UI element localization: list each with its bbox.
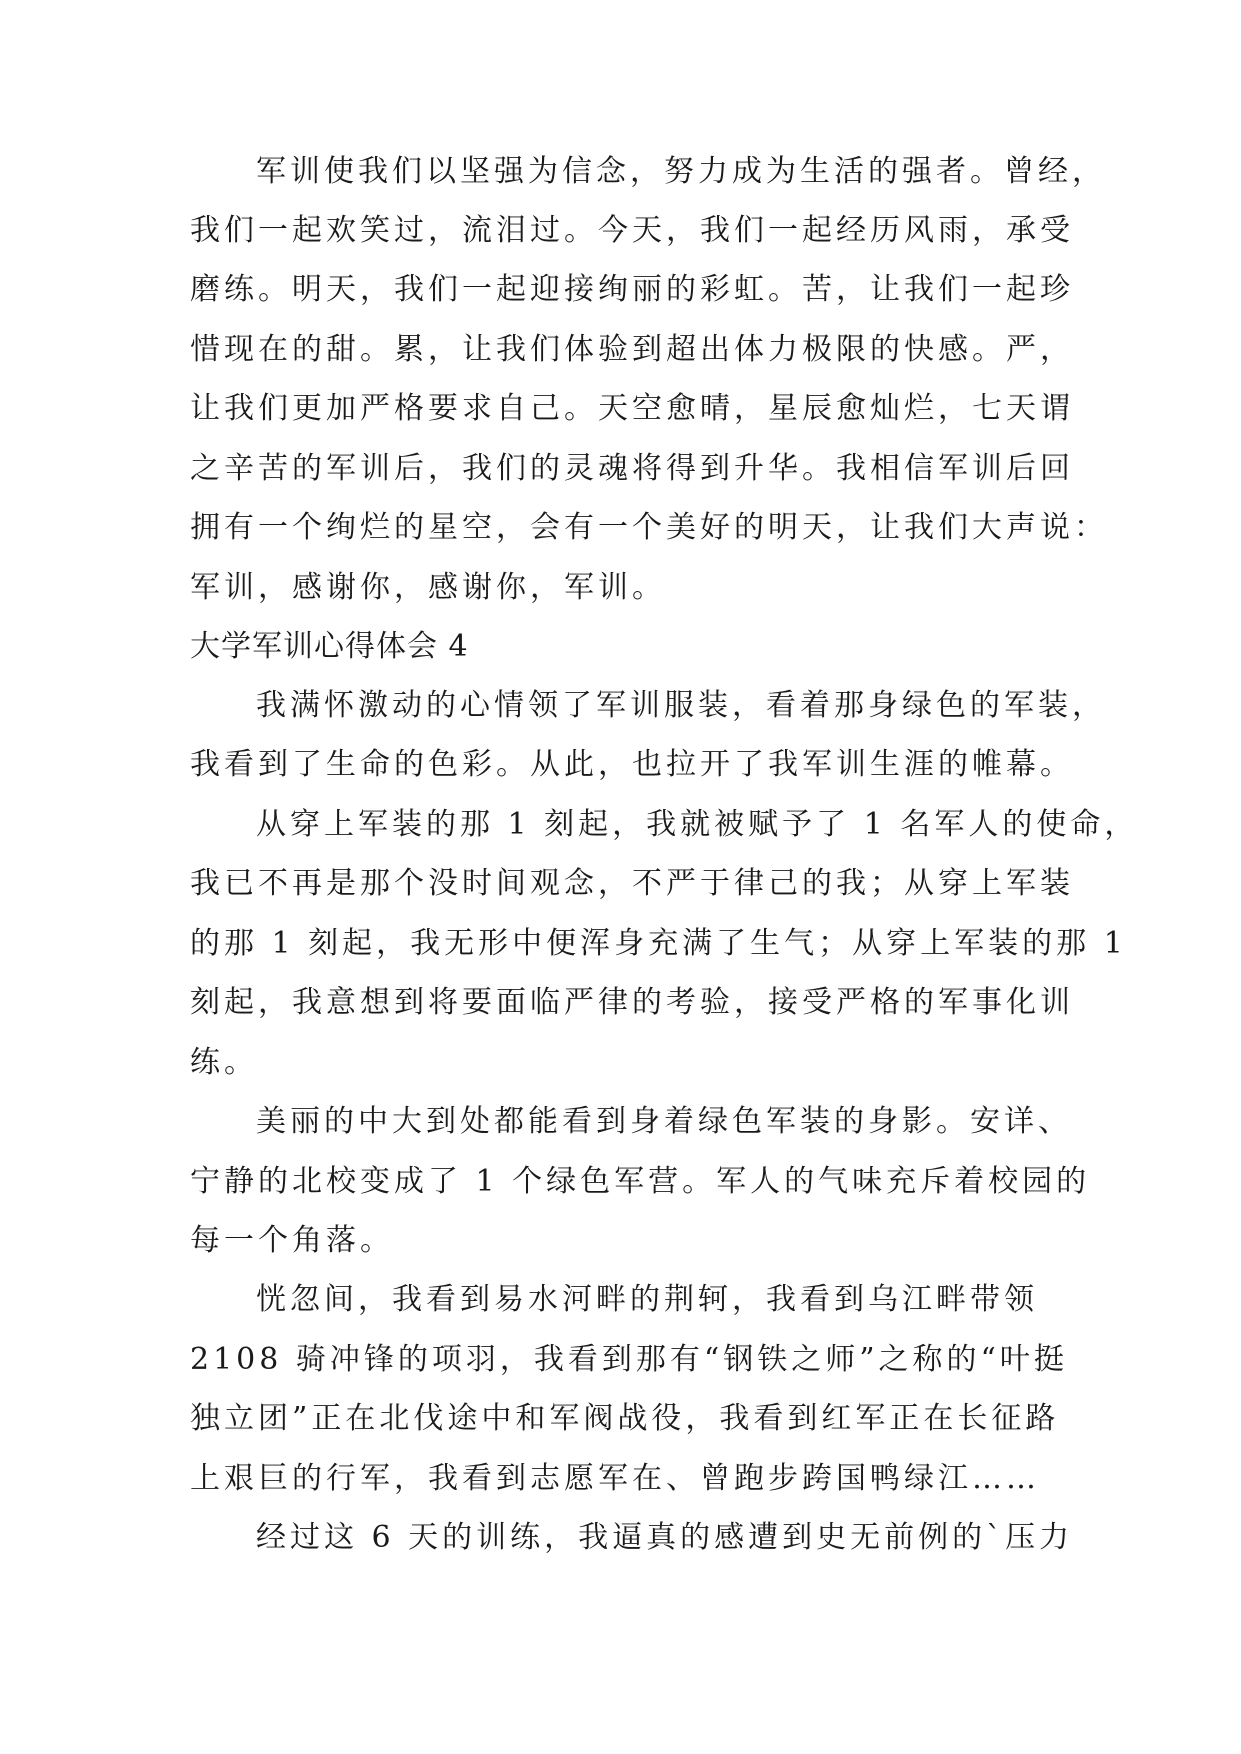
text-line: 之辛苦的军训后，我们的灵魂将得到升华。我相信军训后回	[190, 451, 1074, 486]
text-line: 宁静的北校变成了 1 个绿色军营。军人的气味充斥着校园的	[190, 1164, 1091, 1199]
text-line: 2108 骑冲锋的项羽，我看到那有“钢铁之师”之称的“叶挺	[190, 1342, 1068, 1377]
text-line: 刻起，我意想到将要面临严律的考验，接受严格的军事化训	[190, 985, 1074, 1020]
text-line: 让我们更加严格要求自己。天空愈晴，星辰愈灿烂，七天谓	[190, 391, 1074, 426]
text-line: 我们一起欢笑过，流泪过。今天，我们一起经历风雨，承受	[190, 213, 1074, 248]
text-line: 拥有一个绚烂的星空，会有一个美好的明天，让我们大声说：	[190, 510, 1108, 545]
text-line: 恍忽间，我看到易水河畔的荆轲，我看到乌江畔带领	[256, 1282, 1038, 1317]
text-line: 我满怀激动的心情领了军训服装，看着那身绿色的军装，	[256, 688, 1106, 723]
section-heading: 大学军训心得体会 4	[190, 629, 469, 664]
text-line: 从穿上军装的那 1 刻起，我就被赋予了 1 名军人的使命，	[256, 807, 1139, 842]
text-line: 惜现在的甜。累，让我们体验到超出体力极限的快感。严，	[190, 332, 1074, 367]
text-line: 的那 1 刻起，我无形中便浑身充满了生气；从穿上军装的那 1	[190, 926, 1127, 961]
text-line: 练。	[190, 1045, 258, 1080]
text-line: 上艰巨的行军，我看到志愿军在、曾跑步跨国鸭绿江……	[190, 1461, 1040, 1496]
text-line: 军训，感谢你，感谢你，军训。	[190, 570, 666, 605]
text-line: 美丽的中大到处都能看到身着绿色军装的身影。安详、	[256, 1104, 1072, 1139]
text-line: 独立团”正在北伐途中和军阀战役，我看到红军正在长征路	[190, 1401, 1060, 1436]
text-line: 我看到了生命的色彩。从此，也拉开了我军训生涯的帷幕。	[190, 747, 1074, 782]
text-line: 经过这 6 天的训练，我逼真的感遭到史无前例的`压力	[256, 1520, 1074, 1555]
text-line: 军训使我们以坚强为信念，努力成为生活的强者。曾经，	[256, 154, 1106, 189]
text-line: 我已不再是那个没时间观念，不严于律己的我；从穿上军装	[190, 866, 1074, 901]
text-line: 磨练。明天，我们一起迎接绚丽的彩虹。苦，让我们一起珍	[190, 272, 1074, 307]
text-line: 每一个角落。	[190, 1223, 394, 1258]
